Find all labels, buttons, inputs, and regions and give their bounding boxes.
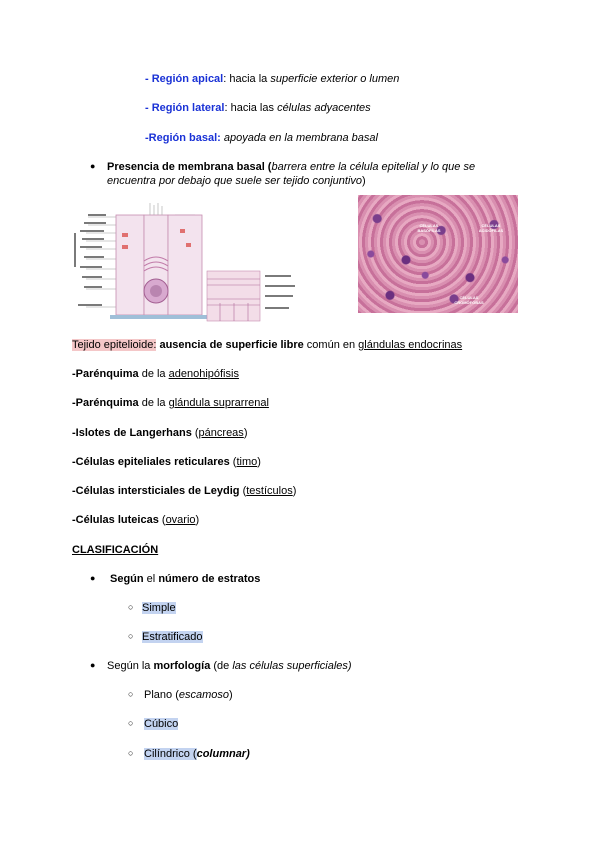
circle-bullet-icon: ○ (128, 689, 134, 699)
item-bold: -Parénquima (72, 368, 139, 380)
epitelioide-highlight: Tejido epitelioide: (72, 339, 157, 351)
sublist-item (144, 747, 250, 761)
membrane-italic-2: encuentra por debajo que suele ser tejido conjuntivo (107, 175, 363, 187)
region-lateral (145, 101, 371, 115)
item-normal: ( (158, 514, 166, 526)
membrane-line-2 (107, 174, 366, 188)
region-lateral-text: : hacia las (224, 102, 278, 114)
plano-label: Plano ( (144, 689, 179, 701)
epitelioide-line (72, 338, 462, 352)
membrane-close: ) (362, 175, 366, 187)
epitelioide-normal: común en (303, 339, 359, 351)
sublist-item (144, 717, 178, 731)
item-link: páncreas (198, 427, 244, 439)
morfologia-normal-1: Según la (107, 660, 154, 672)
region-lateral-italic: células adyacentes (277, 102, 371, 114)
morfologia-italic: las células superficiales) (232, 660, 352, 672)
item-close: ) (257, 456, 261, 468)
estratos-line (110, 572, 260, 586)
membrane-bold: Presencia de membrana basal ( (107, 161, 272, 173)
item-normal: de la (138, 368, 169, 380)
plano-italic: escamoso (178, 689, 229, 701)
bullet-icon: ● (90, 660, 96, 670)
estratos-bold-2: número de estratos (158, 573, 261, 585)
region-lateral-label: - Región lateral (145, 102, 225, 114)
list-item (72, 484, 296, 498)
list-item (72, 426, 247, 440)
item-bold: -Células luteicas (72, 514, 159, 526)
item-normal: ( (191, 427, 199, 439)
morfologia-normal-2: (de (210, 660, 233, 672)
sublist-item (142, 630, 203, 644)
morfologia-line (107, 659, 352, 673)
morfologia-bold: morfología (153, 660, 211, 672)
membrane-line-1 (107, 160, 475, 174)
circle-bullet-icon: ○ (128, 602, 134, 612)
item-link: timo (236, 456, 258, 468)
cubico-label: Cúbico (144, 718, 179, 730)
item-normal: de la (138, 397, 169, 409)
region-basal-text: apoyada en la membrana basal (220, 132, 378, 144)
item-bold: -Células epiteliales reticulares (72, 456, 230, 468)
cilindrico-italic: columnar) (196, 748, 250, 760)
item-close: ) (195, 514, 200, 526)
region-basal (145, 131, 378, 145)
circle-bullet-icon: ○ (128, 631, 134, 641)
section-heading: CLASIFICACIÓN (72, 544, 159, 556)
region-apical (145, 72, 399, 86)
item-link: adenohipófisis (168, 368, 239, 380)
item-bold: -Islotes de Langerhans (72, 427, 192, 439)
sublist-item-label: Simple (142, 602, 176, 614)
sublist-item-label: Estratificado (142, 631, 203, 643)
list-item (72, 455, 261, 469)
estratos-normal: el (143, 573, 159, 585)
item-link: testículos (246, 485, 293, 497)
region-apical-italic: superficie exterior o lumen (270, 73, 400, 85)
item-normal: ( (239, 485, 247, 497)
item-close: ) (243, 427, 248, 439)
micro-label-acidofilas: CÉLULAS ACIDÓFILAS (478, 223, 504, 233)
list-item (72, 396, 269, 410)
cilindrico-label: Cilíndrico ( (144, 748, 197, 760)
circle-bullet-icon: ○ (128, 718, 134, 728)
item-close: ) (292, 485, 297, 497)
plano-close: ) (229, 689, 233, 701)
item-bold: -Parénquima (72, 397, 139, 409)
circle-bullet-icon: ○ (128, 748, 134, 758)
estratos-bold-1: Según (110, 573, 144, 585)
membrane-italic-1: barrera entre la célula epitelial y lo que se (271, 161, 476, 173)
bullet-icon: ● (90, 161, 96, 171)
epitelioide-bold: ausencia de superficie libre (156, 339, 304, 351)
sublist-item (144, 688, 233, 702)
list-item (72, 513, 199, 527)
micro-label-basofilas: CÉLULAS BASÓFILAS (417, 223, 441, 233)
item-normal: ( (229, 456, 237, 468)
list-item (72, 367, 239, 381)
item-link: glándula suprarrenal (168, 397, 269, 409)
epithelial-cell-diagram (70, 203, 300, 323)
sublist-item (142, 601, 176, 615)
bullet-icon: ● (90, 573, 96, 583)
micro-label-cromofobas: CÉLULAS CROMÓFOBAS (454, 295, 484, 305)
region-apical-text: : hacia la (223, 73, 271, 85)
region-apical-label: - Región apical (145, 73, 224, 85)
region-basal-label: -Región basal: (145, 132, 221, 144)
item-link: ovario (165, 514, 196, 526)
histology-micrograph (358, 195, 518, 313)
epitelioide-link: glándulas endocrinas (358, 339, 463, 351)
item-bold: -Células intersticiales de Leydig (72, 485, 240, 497)
